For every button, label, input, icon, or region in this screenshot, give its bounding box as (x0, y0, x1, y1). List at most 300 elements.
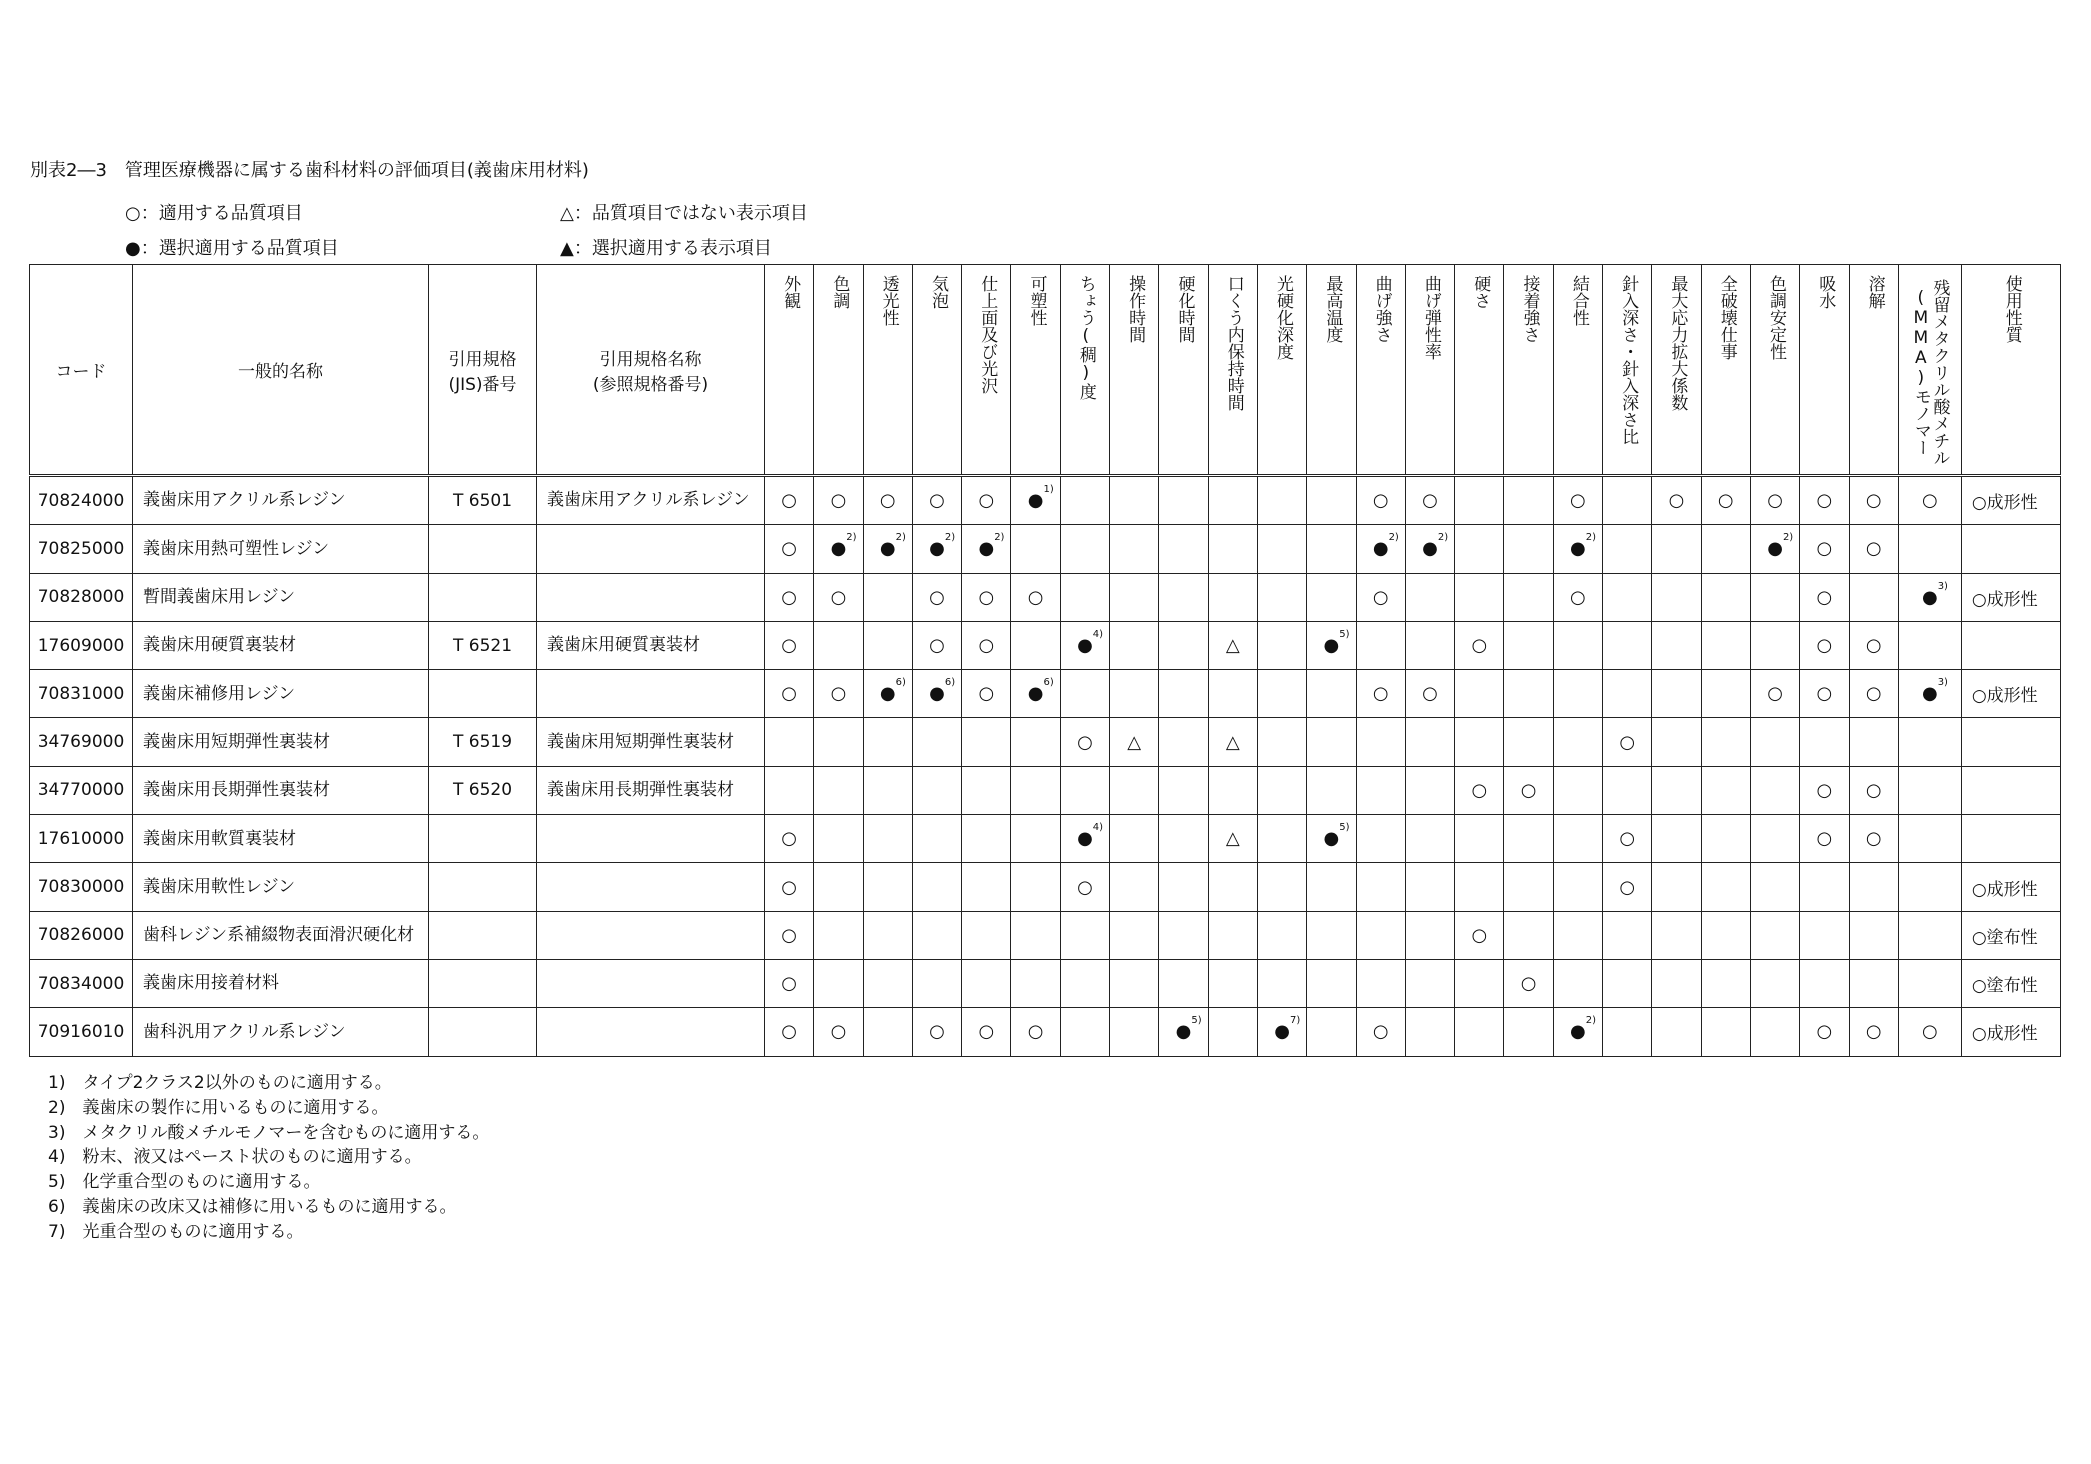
mark-cell (863, 766, 912, 814)
mark-symbol-text: △ (1225, 635, 1240, 657)
mark-cell (1257, 525, 1306, 573)
mark-symbol-text: ○ (1471, 779, 1488, 801)
mark-cell (1159, 911, 1208, 959)
mark-cell (1110, 621, 1159, 669)
code-cell: 70916010 (30, 1008, 133, 1056)
header-row (30, 265, 2061, 476)
mark-cell (1110, 476, 1159, 525)
mark-symbol-text: △ (1127, 731, 1142, 753)
header-name: 一般的名称 (133, 265, 429, 476)
header-item (1504, 265, 1553, 476)
ref-name-cell (537, 525, 765, 573)
code-cell: 70825000 (30, 525, 133, 573)
mark-symbol-text: ○ (1816, 586, 1833, 608)
header-item-label: 曲げ強さ (1371, 275, 1392, 343)
mark-cell (1405, 718, 1454, 766)
header-item (1356, 265, 1405, 476)
mark-cell (1208, 863, 1257, 911)
mark-cell (1504, 573, 1553, 621)
header-item (1701, 265, 1750, 476)
mark-cell (1750, 573, 1799, 621)
mark-cell (1307, 621, 1356, 669)
mark-symbol (929, 635, 945, 656)
header-item (1455, 265, 1504, 476)
legend-filled-circle: ●：選択適用する品質項目 (125, 238, 339, 259)
mark-symbol (879, 677, 906, 705)
mark-symbol (1866, 1021, 1882, 1042)
mark-symbol (1471, 635, 1487, 656)
table-row (30, 1008, 2061, 1056)
mark-cell (1800, 959, 1849, 1007)
mark-cell (1504, 959, 1553, 1007)
mark-cell (1553, 525, 1602, 573)
ref-name-cell: 義歯床用アクリル系レジン (537, 476, 765, 525)
mark-symbol (1077, 629, 1104, 657)
table-body (30, 476, 2061, 1057)
mark-symbol-text: ● (1027, 683, 1044, 705)
mark-symbol-text: ○ (1816, 635, 1833, 657)
mark-symbol (781, 973, 797, 994)
mark-cell (1307, 525, 1356, 573)
table-row (30, 815, 2061, 863)
header-item-label: 操作時間 (1125, 275, 1146, 343)
mark-cell (1603, 525, 1652, 573)
mark-cell (1208, 959, 1257, 1007)
mark-symbol (1570, 1015, 1597, 1043)
mark-cell (1159, 815, 1208, 863)
mark-cell (1701, 863, 1750, 911)
mark-cell (1405, 766, 1454, 814)
header-item (1750, 265, 1799, 476)
mark-cell (1159, 476, 1208, 525)
mark-cell (1652, 911, 1701, 959)
legend-filled-triangle: ▲：選択適用する表示項目 (560, 238, 772, 259)
mark-symbol (1619, 877, 1635, 898)
mark-symbol (1767, 532, 1794, 560)
mark-symbol-text: ○ (1422, 683, 1438, 705)
mark-symbol-text: ○ (929, 635, 945, 657)
header-ref (537, 265, 765, 476)
mark-symbol (1922, 1021, 1938, 1042)
mark-cell (1356, 911, 1405, 959)
mark-cell (912, 1008, 961, 1056)
mark-symbol (978, 635, 994, 656)
mark-symbol (1817, 635, 1833, 656)
header-item-label: 曲げ弾性率 (1420, 275, 1441, 360)
mark-symbol-text: ○ (1372, 586, 1389, 608)
mark-cell (1701, 815, 1750, 863)
header-item (1652, 265, 1701, 476)
ref-name-cell (537, 815, 765, 863)
mark-cell (1405, 573, 1454, 621)
mark-cell (1701, 1008, 1750, 1056)
table-row (30, 476, 2061, 525)
mark-cell (1898, 863, 1961, 911)
mark-cell (1307, 1008, 1356, 1056)
footnote-ref: 2) (1782, 532, 1794, 544)
mark-symbol (831, 1021, 847, 1042)
mark-cell (1257, 718, 1306, 766)
mark-symbol-text: ○ (1865, 635, 1882, 657)
table-row (30, 959, 2061, 1007)
mark-cell (1356, 863, 1405, 911)
mark-symbol-text: ● (1323, 828, 1340, 850)
mark-cell (912, 863, 961, 911)
mark-cell (1307, 815, 1356, 863)
mark-cell (1257, 1008, 1306, 1056)
code-cell: 17609000 (30, 621, 133, 669)
mark-symbol-text: ○ (781, 876, 797, 898)
mark-symbol (1521, 780, 1537, 801)
mark-cell (1208, 525, 1257, 573)
mark-symbol-text: ● (1077, 828, 1093, 850)
mark-cell (1800, 766, 1849, 814)
mark-cell (765, 476, 814, 525)
header-item (1405, 265, 1454, 476)
mark-symbol (929, 532, 956, 560)
mark-cell (1011, 815, 1060, 863)
name-cell: 義歯床用熱可塑性レジン (133, 525, 429, 573)
mark-cell (1898, 959, 1961, 1007)
mark-symbol (1028, 587, 1044, 608)
mark-cell (1455, 863, 1504, 911)
mark-symbol (1866, 635, 1882, 656)
mark-cell (1011, 959, 1060, 1007)
mark-symbol-text: ○ (1816, 1021, 1833, 1043)
mark-symbol (831, 587, 847, 608)
mark-cell (962, 525, 1011, 573)
mark-symbol (1619, 828, 1635, 849)
mark-cell (962, 573, 1011, 621)
mark-cell (765, 1008, 814, 1056)
mark-cell (1553, 621, 1602, 669)
mark-cell (1504, 766, 1553, 814)
mark-cell (1110, 718, 1159, 766)
mark-cell (1750, 476, 1799, 525)
mark-symbol-text: ○ (1471, 635, 1488, 657)
mark-cell (1849, 621, 1898, 669)
mark-symbol-text: ● (879, 538, 896, 560)
mark-symbol (880, 490, 896, 511)
ref-name-cell: 義歯床用硬質裏装材 (537, 621, 765, 669)
mark-cell (1652, 1008, 1701, 1056)
name-cell: 義歯床用アクリル系レジン (133, 476, 429, 525)
footnote-ref: 5) (1191, 1015, 1202, 1027)
header-item-label: 外観 (780, 275, 801, 309)
mark-symbol (1077, 877, 1093, 898)
code-cell: 70828000 (30, 573, 133, 621)
name-cell: 義歯床用長期弾性裏装材 (133, 766, 429, 814)
mark-symbol (830, 532, 857, 560)
mark-cell (1307, 718, 1356, 766)
name-cell: 歯科レジン系補綴物表面滑沢硬化材 (133, 911, 429, 959)
mark-symbol-text: ○ (1767, 490, 1783, 512)
mark-cell (1504, 621, 1553, 669)
mark-cell (1159, 621, 1208, 669)
mark-symbol-text: ○ (978, 683, 995, 705)
mark-symbol (1817, 780, 1833, 801)
mark-cell (962, 476, 1011, 525)
mark-symbol-text: ○ (978, 635, 995, 657)
header-item-label: ちょう(稠)度 (1075, 275, 1096, 400)
mark-cell (814, 911, 863, 959)
mark-symbol-text: ○ (1422, 490, 1438, 512)
mark-symbol (1922, 490, 1938, 511)
mark-cell (1208, 911, 1257, 959)
usage-cell: ○成形性 (1961, 670, 2060, 718)
footnote-ref: 2) (944, 532, 956, 544)
mark-symbol (1226, 828, 1240, 849)
mark-symbol (929, 587, 945, 608)
mark-symbol (1570, 490, 1586, 511)
legend-open-circle: ○：適用する品質項目 (125, 203, 303, 224)
mark-symbol (1274, 1015, 1301, 1043)
mark-cell (1800, 1008, 1849, 1056)
footnote-ref: 6) (895, 677, 906, 689)
mark-symbol (1817, 538, 1833, 559)
mark-symbol-text: ○ (1865, 538, 1882, 560)
mark-cell (814, 766, 863, 814)
mark-cell (1356, 525, 1405, 573)
mark-symbol-text: ● (830, 538, 847, 560)
mark-symbol (1422, 490, 1438, 511)
mark-symbol-text: ○ (1767, 683, 1783, 705)
mark-cell (1652, 476, 1701, 525)
footnote-ref: 2) (1388, 532, 1399, 544)
footnote: 3) メタクリル酸メチルモノマーを含むものに適用する。 (48, 1122, 490, 1143)
mark-cell (1898, 911, 1961, 959)
mark-cell (962, 718, 1011, 766)
mark-symbol-text: ○ (879, 490, 896, 512)
mark-cell (1750, 718, 1799, 766)
mark-cell (1800, 911, 1849, 959)
ref-name-cell (537, 863, 765, 911)
mark-symbol (1027, 484, 1054, 512)
mark-cell (962, 621, 1011, 669)
mark-cell (1455, 525, 1504, 573)
mark-cell (1603, 1008, 1652, 1056)
mark-cell (962, 911, 1011, 959)
mark-cell (1750, 525, 1799, 573)
footnote: 5) 化学重合型のものに適用する。 (48, 1172, 321, 1193)
usage-cell (1961, 718, 2060, 766)
mark-symbol (1226, 732, 1240, 753)
mark-cell (912, 718, 961, 766)
mark-symbol-text: ○ (781, 586, 797, 608)
header-item-label: 硬化時間 (1174, 275, 1195, 343)
mark-symbol (1817, 587, 1833, 608)
mark-cell (1208, 815, 1257, 863)
table-row (30, 670, 2061, 718)
mark-symbol (1521, 973, 1537, 994)
mark-cell (863, 621, 912, 669)
mark-cell (1603, 959, 1652, 1007)
jis-cell: T 6501 (429, 476, 537, 525)
mark-cell (1011, 621, 1060, 669)
footnote-ref: 5) (1339, 822, 1350, 834)
mark-cell (912, 621, 961, 669)
usage-cell: ○成形性 (1961, 476, 2060, 525)
mark-symbol (781, 683, 797, 704)
header-item (1553, 265, 1602, 476)
header-item-label: 吸水 (1815, 275, 1836, 309)
header-item-label: 可塑性 (1026, 275, 1047, 326)
mark-cell (1159, 573, 1208, 621)
mark-symbol-text: ● (1570, 1021, 1586, 1043)
header-item-label: 結合性 (1568, 275, 1589, 326)
name-cell: 義歯床用硬質裏装材 (133, 621, 429, 669)
mark-symbol (1570, 587, 1586, 608)
mark-cell (1652, 959, 1701, 1007)
name-cell: 義歯床用接着材料 (133, 959, 429, 1007)
mark-symbol (978, 1021, 994, 1042)
mark-cell (1257, 573, 1306, 621)
mark-cell (1800, 476, 1849, 525)
mark-cell (1455, 670, 1504, 718)
mark-cell (1849, 766, 1898, 814)
mark-symbol-text: ○ (1619, 828, 1636, 850)
mark-cell (1553, 959, 1602, 1007)
mark-symbol (831, 683, 847, 704)
mark-symbol (1767, 683, 1783, 704)
footnote-ref: 2) (994, 532, 1005, 544)
mark-symbol (781, 925, 797, 946)
mark-cell (1701, 766, 1750, 814)
mark-cell (1060, 476, 1109, 525)
mark-cell (1356, 959, 1405, 1007)
mark-cell (1849, 670, 1898, 718)
mark-cell (1652, 718, 1701, 766)
mark-cell (1652, 670, 1701, 718)
header-item-label: 気泡 (927, 275, 948, 309)
mark-cell (1405, 525, 1454, 573)
mark-cell (912, 573, 961, 621)
header-item (962, 265, 1011, 476)
mark-cell (1750, 815, 1799, 863)
mark-cell (814, 718, 863, 766)
mark-cell (1701, 573, 1750, 621)
jis-cell (429, 573, 537, 621)
header-item-label: 色調安定性 (1766, 275, 1786, 360)
usage-cell (1961, 815, 2060, 863)
mark-cell (1898, 525, 1961, 573)
mark-symbol-text: ○ (978, 1021, 995, 1043)
mark-cell (1603, 815, 1652, 863)
mark-cell (1553, 718, 1602, 766)
usage-cell (1961, 621, 2060, 669)
mark-cell (1701, 621, 1750, 669)
ref-name-cell: 義歯床用短期弾性裏装材 (537, 718, 765, 766)
mark-cell (765, 959, 814, 1007)
mark-symbol-text: ○ (1668, 490, 1685, 512)
mark-symbol (978, 490, 994, 511)
mark-cell (1603, 621, 1652, 669)
mark-cell (1750, 863, 1799, 911)
header-item-label: 接着強さ (1519, 275, 1540, 343)
mark-cell (912, 670, 961, 718)
mark-cell (1504, 718, 1553, 766)
mark-cell (1553, 815, 1602, 863)
code-cell: 70831000 (30, 670, 133, 718)
header-jis (429, 265, 537, 476)
footnote-ref: 2) (846, 532, 857, 544)
mark-symbol (1570, 532, 1597, 560)
table-row (30, 573, 2061, 621)
code-cell: 17610000 (30, 815, 133, 863)
mark-cell (1307, 476, 1356, 525)
mark-cell (1405, 476, 1454, 525)
header-item-label: 最大応力拡大係数 (1667, 275, 1688, 411)
table-row (30, 766, 2061, 814)
mark-symbol (1077, 732, 1093, 753)
mark-cell (814, 670, 863, 718)
mark-symbol-text: ○ (978, 490, 995, 512)
mark-cell (1159, 670, 1208, 718)
mark-cell (1011, 476, 1060, 525)
mark-cell (1208, 1008, 1257, 1056)
mark-cell (1800, 815, 1849, 863)
header-item-label: 仕上面及び光沢 (977, 275, 998, 394)
mark-cell (1849, 911, 1898, 959)
mark-symbol (929, 677, 956, 705)
header-ref-line2: (参照規格番号) (592, 374, 709, 395)
jis-cell (429, 1008, 537, 1056)
mark-cell (1455, 1008, 1504, 1056)
mark-symbol-text: ○ (1816, 779, 1833, 801)
mark-symbol-text: ○ (1816, 538, 1833, 560)
mark-cell (765, 766, 814, 814)
mark-symbol (781, 1021, 797, 1042)
mark-cell (814, 573, 863, 621)
mark-cell (1603, 718, 1652, 766)
mark-symbol (1323, 629, 1350, 657)
mark-cell (1750, 1008, 1799, 1056)
footnotes (48, 1071, 489, 1245)
usage-cell (1961, 525, 2060, 573)
mark-symbol-text: ○ (781, 538, 797, 560)
mark-symbol-text: ○ (1865, 828, 1882, 850)
header-item (1849, 265, 1898, 476)
header-item (1307, 265, 1356, 476)
mark-symbol-text: ○ (1372, 1021, 1389, 1043)
mark-symbol (781, 587, 797, 608)
mark-cell (1307, 573, 1356, 621)
header-item (863, 265, 912, 476)
mark-cell (814, 1008, 863, 1056)
mark-cell (1060, 766, 1109, 814)
mark-symbol-text: ○ (830, 586, 847, 608)
jis-cell (429, 670, 537, 718)
code-cell: 70834000 (30, 959, 133, 1007)
jis-cell (429, 525, 537, 573)
mark-cell (1208, 766, 1257, 814)
mark-cell (1356, 670, 1405, 718)
mark-symbol-text: ○ (1865, 490, 1882, 512)
mark-cell (1011, 573, 1060, 621)
mark-cell (1504, 815, 1553, 863)
mark-cell (962, 815, 1011, 863)
mark-symbol-text: ● (1570, 538, 1586, 560)
jis-cell: T 6521 (429, 621, 537, 669)
mark-cell (962, 959, 1011, 1007)
jis-cell (429, 863, 537, 911)
mark-symbol (1866, 683, 1882, 704)
mark-cell (1356, 573, 1405, 621)
mark-symbol-text: ● (1027, 490, 1044, 512)
mark-symbol-text: ○ (1027, 1021, 1044, 1043)
mark-cell (863, 911, 912, 959)
mark-cell (1060, 1008, 1109, 1056)
